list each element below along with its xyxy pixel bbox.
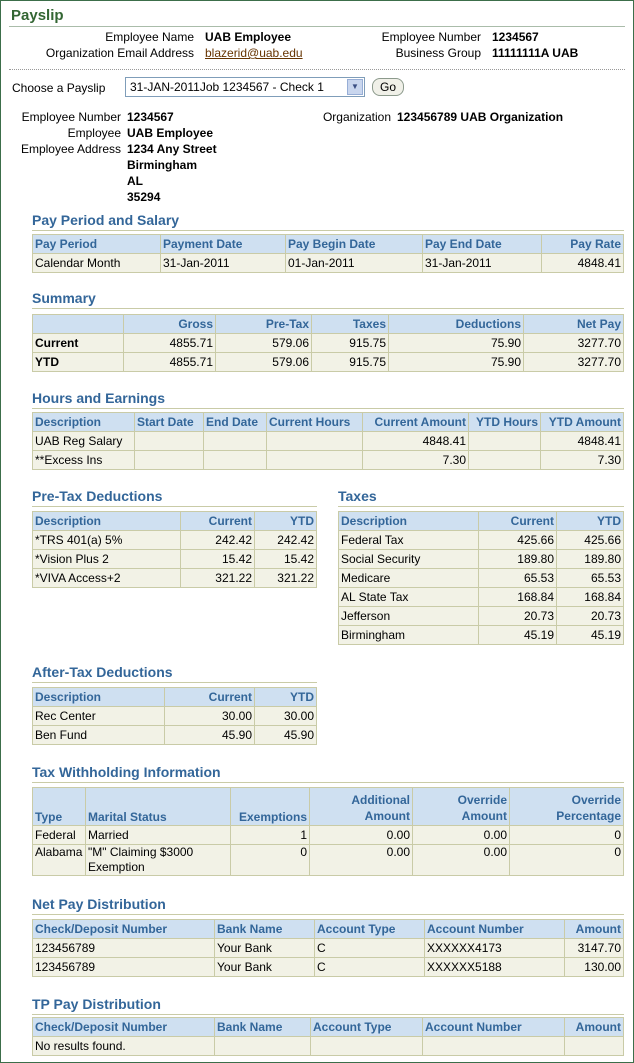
page-title: Payslip	[11, 7, 64, 24]
col-header: Bank Name	[215, 920, 315, 939]
table-row	[33, 569, 317, 588]
col-header: Pay End Date	[423, 235, 542, 254]
cell: 321.22	[255, 569, 317, 588]
cell: 4855.71	[124, 334, 216, 353]
col-header: Current Hours	[267, 413, 363, 432]
col-header: Description	[33, 688, 165, 707]
cell: 425.66	[557, 531, 624, 550]
employee-number-value: 1234567	[492, 30, 539, 44]
cell: 75.90	[389, 334, 524, 353]
cell: Your Bank	[215, 958, 315, 977]
cell: Jefferson	[339, 607, 479, 626]
table-row	[33, 958, 624, 977]
col-header: Bank Name	[215, 1018, 311, 1037]
emp-address-line-4: 35294	[127, 190, 161, 204]
table-header-row	[33, 788, 624, 826]
cell	[267, 432, 363, 451]
col-header: YTD	[557, 512, 624, 531]
cell: Married	[86, 826, 231, 845]
col-header: Start Date	[135, 413, 204, 432]
cell: 30.00	[165, 707, 255, 726]
table-row	[339, 626, 624, 645]
table-row	[33, 939, 624, 958]
table-header-row	[33, 413, 624, 432]
col-header: End Date	[204, 413, 267, 432]
cell: XXXXXX4173	[425, 939, 565, 958]
cell: 168.84	[479, 588, 557, 607]
col-header: Gross	[124, 315, 216, 334]
cell	[423, 1037, 565, 1056]
cell: 31-Jan-2011	[423, 254, 542, 273]
cell: 168.84	[557, 588, 624, 607]
cell: 579.06	[216, 353, 312, 372]
cell: C	[315, 958, 425, 977]
cell	[267, 451, 363, 470]
cell: Federal Tax	[339, 531, 479, 550]
table-row	[33, 1037, 624, 1056]
cell: Current	[33, 334, 124, 353]
cell: 915.75	[312, 334, 389, 353]
cell: 31-Jan-2011	[161, 254, 286, 273]
col-header: YTD Amount	[541, 413, 624, 432]
emp-name-label: Employee	[67, 126, 121, 140]
col-header: Current	[479, 512, 557, 531]
cell: 0.00	[310, 845, 413, 876]
col-header: Check/Deposit Number	[33, 1018, 215, 1037]
cell: 65.53	[557, 569, 624, 588]
table-row	[33, 550, 317, 569]
table-row	[33, 334, 624, 353]
cell: "M" Claiming $3000 Exemption	[86, 845, 231, 876]
col-header: Pre-Tax	[216, 315, 312, 334]
table-row	[33, 531, 317, 550]
payslip-select-value: 31-JAN-2011Job 1234567 - Check 1	[130, 80, 324, 94]
cell: 20.73	[479, 607, 557, 626]
cell: Social Security	[339, 550, 479, 569]
cell: *TRS 401(a) 5%	[33, 531, 181, 550]
cell: 3147.70	[565, 939, 624, 958]
cell	[204, 432, 267, 451]
col-header: Description	[33, 413, 135, 432]
cell: 0	[510, 826, 624, 845]
netpay-title: Net Pay Distribution	[32, 895, 624, 915]
emp-address-line-1: 1234 Any Street	[127, 142, 217, 156]
cell: 45.90	[165, 726, 255, 745]
table-row	[33, 845, 624, 876]
col-header: Account Number	[423, 1018, 565, 1037]
cell: 4848.41	[363, 432, 469, 451]
emp-name-value: UAB Employee	[127, 126, 214, 140]
cell: 4855.71	[124, 353, 216, 372]
cell: 4848.41	[541, 432, 624, 451]
netpay-table	[32, 919, 624, 977]
title-divider	[9, 26, 625, 27]
emp-address-line-2: Birmingham	[127, 158, 198, 172]
col-header: YTD	[255, 688, 317, 707]
col-header: Pay Begin Date	[286, 235, 423, 254]
emp-number-value: 1234567	[127, 110, 174, 124]
table-header-row	[33, 315, 624, 334]
emp-address-line-3: AL	[127, 174, 143, 188]
org-label: Organization	[322, 110, 391, 124]
col-header: Check/Deposit Number	[33, 920, 215, 939]
cell: 75.90	[389, 353, 524, 372]
cell	[204, 451, 267, 470]
cell: UAB Reg Salary	[33, 432, 135, 451]
cell: 20.73	[557, 607, 624, 626]
cell: 3277.70	[524, 334, 624, 353]
col-header: Current	[181, 512, 255, 531]
email-label: Organization Email Address	[45, 46, 194, 60]
withholding-table	[32, 787, 624, 876]
col-header: Current	[165, 688, 255, 707]
table-row	[33, 826, 624, 845]
col-header: Account Type	[315, 920, 425, 939]
cell: 0.00	[310, 826, 413, 845]
table-row	[339, 550, 624, 569]
col-header: Pay Period	[33, 235, 161, 254]
cell: Your Bank	[215, 939, 315, 958]
col-header: Type	[33, 788, 86, 826]
col-header: Net Pay	[524, 315, 624, 334]
cell: YTD	[33, 353, 124, 372]
cell: 30.00	[255, 707, 317, 726]
col-header: Marital Status	[86, 788, 231, 826]
cell: *VIVA Access+2	[33, 569, 181, 588]
table-row	[33, 432, 624, 451]
col-header: Exemptions	[231, 788, 310, 826]
cell: Federal	[33, 826, 86, 845]
cell: C	[315, 939, 425, 958]
col-header: Description	[33, 512, 181, 531]
col-header: Account Number	[425, 920, 565, 939]
cell: 915.75	[312, 353, 389, 372]
col-header: YTD Hours	[469, 413, 541, 432]
col-header: Description	[339, 512, 479, 531]
cell: 0	[510, 845, 624, 876]
withholding-title: Tax Withholding Information	[32, 763, 624, 783]
pretax-table	[32, 511, 317, 588]
col-header	[33, 315, 124, 334]
business-group-label: Business Group	[395, 46, 481, 60]
table-header-row	[339, 512, 624, 531]
employee-name-value: UAB Employee	[205, 30, 292, 44]
choose-payslip-label: Choose a Payslip	[12, 81, 106, 95]
cell: 65.53	[479, 569, 557, 588]
cell: 0.00	[413, 826, 510, 845]
payslip-select[interactable]	[125, 77, 365, 97]
cell: Rec Center	[33, 707, 165, 726]
table-row	[33, 726, 317, 745]
cell	[565, 1037, 624, 1056]
cell: 189.80	[557, 550, 624, 569]
org-value: 123456789 UAB Organization	[397, 110, 564, 124]
col-header: Additional Amount	[310, 788, 413, 826]
cell: 242.42	[255, 531, 317, 550]
cell: 15.42	[255, 550, 317, 569]
col-header: Account Type	[311, 1018, 423, 1037]
cell: Ben Fund	[33, 726, 165, 745]
cell: 45.90	[255, 726, 317, 745]
cell: 3277.70	[524, 353, 624, 372]
taxes-title: Taxes	[338, 487, 624, 507]
header-divider	[9, 69, 625, 70]
cell: 321.22	[181, 569, 255, 588]
table-header-row	[33, 512, 317, 531]
employee-number-label: Employee Number	[381, 30, 481, 44]
table-row	[339, 531, 624, 550]
table-header-row	[33, 688, 317, 707]
table-row	[33, 353, 624, 372]
email-link[interactable]: blazerid@uab.edu	[205, 46, 303, 60]
cell: Birmingham	[339, 626, 479, 645]
hours-table	[32, 412, 624, 470]
cell: Calendar Month	[33, 254, 161, 273]
cell: AL State Tax	[339, 588, 479, 607]
table-row	[339, 588, 624, 607]
cell: **Excess Ins	[33, 451, 135, 470]
cell	[469, 432, 541, 451]
aftertax-title: After-Tax Deductions	[32, 663, 317, 683]
business-group-value: 11111111A UAB	[492, 46, 579, 60]
emp-number-label: Employee Number	[21, 110, 121, 124]
table-header-row	[33, 920, 624, 939]
chevron-down-icon[interactable]: ▼	[347, 79, 363, 95]
table-row	[33, 254, 624, 273]
table-header-row	[33, 235, 624, 254]
cell: 7.30	[541, 451, 624, 470]
tppay-title: TP Pay Distribution	[32, 995, 624, 1015]
aftertax-table	[32, 687, 317, 745]
cell: 123456789	[33, 958, 215, 977]
col-header: YTD	[255, 512, 317, 531]
taxes-table	[338, 511, 624, 645]
col-header: Override Percentage	[510, 788, 624, 826]
hours-title: Hours and Earnings	[32, 389, 624, 409]
col-header: Override Amount	[413, 788, 510, 826]
cell: 579.06	[216, 334, 312, 353]
cell: 130.00	[565, 958, 624, 977]
emp-address-label: Employee Address	[20, 142, 121, 156]
col-header: Pay Rate	[542, 235, 624, 254]
employee-name-label: Employee Name	[105, 30, 194, 44]
cell: 242.42	[181, 531, 255, 550]
col-header: Amount	[565, 1018, 624, 1037]
cell: *Vision Plus 2	[33, 550, 181, 569]
cell: 1	[231, 826, 310, 845]
cell	[311, 1037, 423, 1056]
tppay-table	[32, 1017, 624, 1056]
table-row	[339, 569, 624, 588]
cell: 01-Jan-2011	[286, 254, 423, 273]
cell	[135, 432, 204, 451]
table-row	[33, 707, 317, 726]
table-row	[339, 607, 624, 626]
col-header: Payment Date	[161, 235, 286, 254]
cell: Medicare	[339, 569, 479, 588]
cell: 123456789	[33, 939, 215, 958]
pretax-title: Pre-Tax Deductions	[32, 487, 317, 507]
col-header: Current Amount	[363, 413, 469, 432]
table-header-row	[33, 1018, 624, 1037]
cell: Alabama	[33, 845, 86, 876]
cell: 0	[231, 845, 310, 876]
cell	[215, 1037, 311, 1056]
cell: 425.66	[479, 531, 557, 550]
cell: 0.00	[413, 845, 510, 876]
summary-title: Summary	[32, 289, 624, 309]
cell: 45.19	[479, 626, 557, 645]
cell: 189.80	[479, 550, 557, 569]
cell	[469, 451, 541, 470]
summary-table	[32, 314, 624, 372]
pay-period-title: Pay Period and Salary	[32, 211, 624, 231]
pay-period-table	[32, 234, 624, 273]
cell: XXXXXX5188	[425, 958, 565, 977]
cell	[135, 451, 204, 470]
col-header: Deductions	[389, 315, 524, 334]
cell: 45.19	[557, 626, 624, 645]
cell: 4848.41	[542, 254, 624, 273]
no-results-text: No results found.	[33, 1037, 215, 1056]
col-header: Amount	[565, 920, 624, 939]
col-header: Taxes	[312, 315, 389, 334]
go-button[interactable]: Go	[372, 78, 404, 96]
cell: 15.42	[181, 550, 255, 569]
cell: 7.30	[363, 451, 469, 470]
table-row	[33, 451, 624, 470]
